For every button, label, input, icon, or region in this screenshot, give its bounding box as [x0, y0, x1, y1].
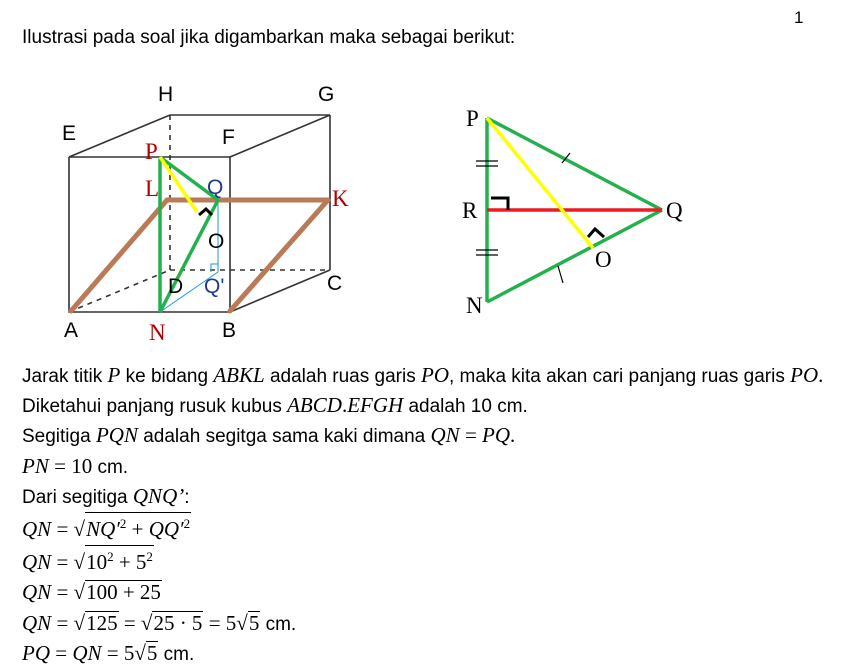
line-1: Jarak titik P ke bidang ABKL adalah ruas garis PO, maka kita akan cari panjang ruas garis PO.	[22, 363, 824, 387]
label-Q: Q	[207, 176, 224, 199]
line-4: PN = 10 cm.	[22, 453, 129, 478]
label-D: D	[168, 275, 184, 298]
label-N: N	[149, 320, 166, 345]
line-10: PQ = QN = 5√5 cm.	[22, 640, 195, 665]
line-3: Segitiga PQN adalah segitga sama kaki dimana QN = PQ.	[22, 423, 516, 448]
edge-BK	[230, 200, 328, 311]
tri-PO	[487, 118, 593, 248]
tri-label-R: R	[462, 198, 478, 223]
label-A: A	[64, 319, 79, 342]
line-7: QN = $√10^2 + 5^2$	[22, 545, 823, 578]
tri-label-O: O	[595, 247, 612, 272]
right-angle-O	[199, 209, 212, 215]
line-6: QN = $√NQ'^2 + QQ'^2$	[22, 512, 823, 545]
label-F: F	[222, 126, 235, 149]
label-E: E	[62, 122, 77, 145]
solution-text	[22, 361, 823, 669]
tri-label-Q: Q	[666, 198, 683, 223]
line-9: QN = √125 = √25 · 5 = 5√5 cm.	[22, 610, 297, 635]
tri-label-P: P	[466, 106, 479, 131]
label-Q-prime: Q'	[204, 275, 225, 298]
label-C: C	[327, 272, 343, 295]
intro-text: Ilustrasi pada soal jika digambarkan maka sebagai berikut:	[22, 27, 516, 48]
edge-FG	[230, 115, 330, 157]
line-8: QN = √100 + 25	[22, 580, 161, 605]
tri-PQ	[487, 118, 662, 210]
tri-label-N: N	[466, 293, 483, 318]
right-angle-O-tri	[588, 229, 604, 237]
right-angle-R	[491, 198, 508, 210]
label-O: O	[208, 230, 225, 253]
label-L: L	[145, 176, 160, 201]
label-H: H	[158, 83, 174, 106]
label-K: K	[332, 186, 349, 211]
edge-AL	[71, 200, 167, 311]
edge-AD-hidden	[69, 270, 170, 312]
line-2: Diketahui panjang rusuk kubus ABCD.EFGH adalah 10 cm.	[22, 393, 528, 418]
line-5: Dari segitiga QNQ’:	[22, 483, 190, 508]
label-G: G	[318, 83, 335, 106]
page-number: 1	[794, 8, 804, 27]
label-P: P	[145, 139, 158, 164]
triangle-diagram	[462, 106, 683, 318]
label-B: B	[222, 319, 237, 342]
